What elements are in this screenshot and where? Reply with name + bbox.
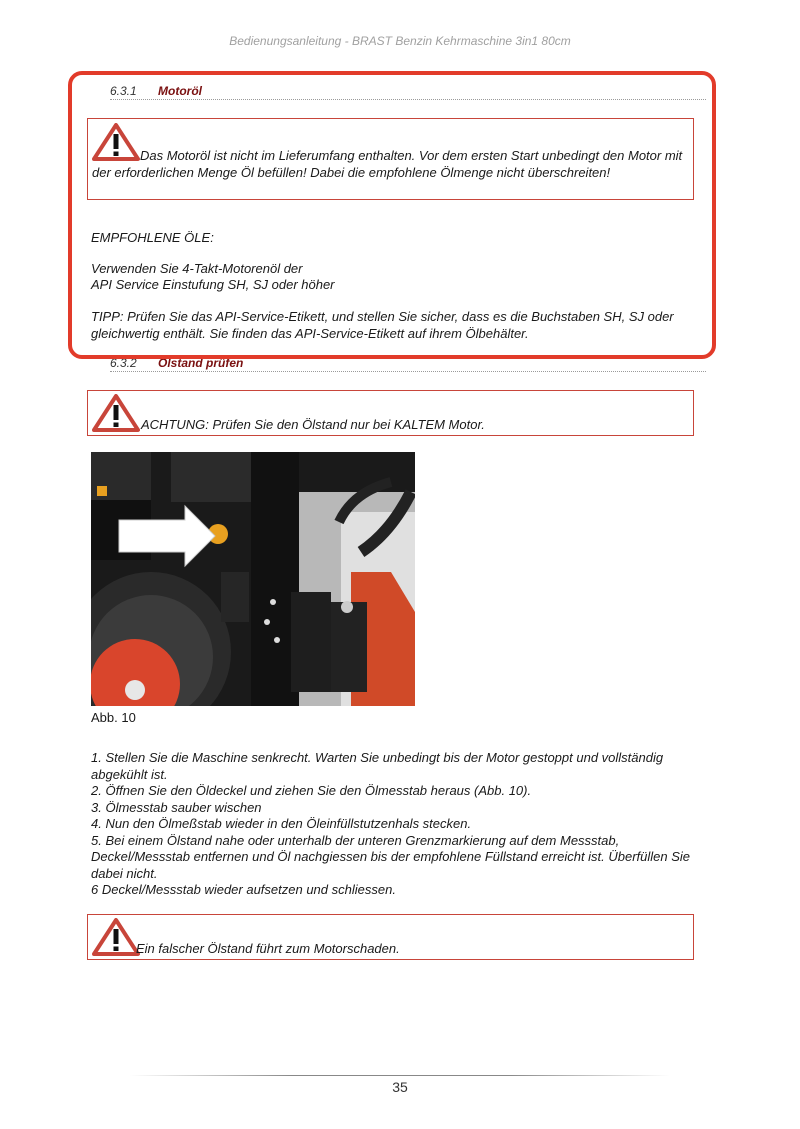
highlight-frame	[68, 71, 716, 359]
steps-list	[91, 750, 703, 899]
oils-line-2: API Service Einstufung SH, SJ oder höher	[91, 277, 335, 292]
list-item: 4. Nun den Ölmeßstab wieder in den Öleinfüllstutzenhals stecken.	[91, 816, 472, 831]
list-item: 6 Deckel/Messstab wieder aufsetzen und schliessen.	[91, 882, 396, 897]
list-item: 1. Stellen Sie die Maschine senkrecht. Warten Sie unbedingt bis der Motor gestoppt und vollständig abgekühlt ist.	[91, 750, 664, 782]
warning-triangle-icon	[92, 918, 140, 956]
warning-text: Ein falscher Ölstand führt zum Motorschaden.	[136, 941, 400, 956]
list-item: 3. Ölmesstab sauber wischen	[91, 799, 262, 815]
oils-heading: EMPFOHLENE ÖLE:	[91, 230, 214, 245]
footer-divider	[130, 1075, 670, 1076]
section-title: Motoröl	[158, 84, 202, 98]
page-number: 35	[392, 1079, 408, 1095]
warning-text: ACHTUNG: Prüfen Sie den Ölstand nur bei KALTEM Motor.	[141, 417, 485, 432]
warning-box-oil-level	[87, 914, 694, 960]
list-item: 2. Öffnen Sie den Öldeckel und ziehen Sie den Ölmesstab heraus (Abb. 10).	[91, 783, 532, 798]
machine-illustration	[91, 452, 415, 706]
list-item: 5. Bei einem Ölstand nahe oder unterhalb der unteren Grenzmarkierung auf dem Messstab, Deckel/Messstab entfernen und Öl nachgiessen bis der empfohlene Füllstand erreicht ist. Überfüllen Sie dabei nicht.	[91, 832, 691, 881]
section-number: 6.3.1	[110, 84, 137, 98]
warning-box-cold-engine	[87, 390, 694, 436]
oils-line-1: Verwenden Sie 4-Takt-Motorenöl der	[91, 261, 303, 276]
tip-text: TIPP: Prüfen Sie das API-Service-Etikett, und stellen Sie sicher, dass es die Buchstaben SH, SJ oder gleichwertig enthält. Sie finden das API-Service-Etikett auf ihrem Ölbehälter.	[91, 309, 674, 341]
section-number: 6.3.2	[110, 356, 137, 370]
warning-triangle-icon	[92, 394, 140, 432]
figure-caption: Abb. 10	[91, 710, 136, 725]
warning-text: Das Motoröl ist nicht im Lieferumfang enthalten. Vor dem ersten Start unbedingt den Motor mit der erforderlichen Menge Öl befüllen! Dabei die empfohlene Ölmenge nicht überschreiten!	[92, 148, 683, 180]
machine-photo	[91, 452, 415, 706]
section-title: Ölstand prüfen	[158, 356, 244, 370]
page-header: Bedienungsanleitung - BRAST Benzin Kehrmaschine 3in1 80cm	[229, 34, 571, 48]
